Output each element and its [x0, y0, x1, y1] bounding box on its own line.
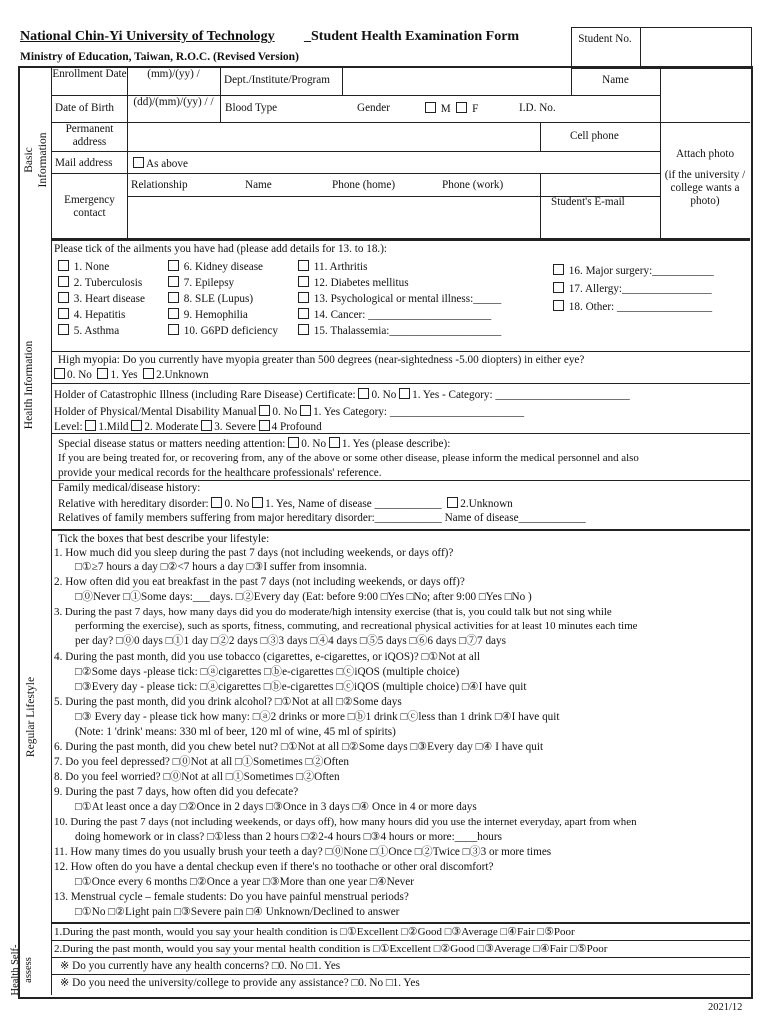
lifestyle-line-12[interactable]: □③ Every day - please tick how many: □ⓐ2 drinks or more □ⓑ1 drink □ⓒless than 1 drink □④I have quit: [75, 711, 560, 723]
family-members[interactable]: Relatives of family members suffering from major hereditary disorder:____________ Name of disease____________: [58, 512, 586, 524]
lifestyle-line-25[interactable]: □①No □②Light pain □③Severe pain □④ Unknown/Declined to answer: [75, 906, 400, 918]
ailments-intro: Please tick of the ailments you have had (please add details for 13. to 18.):: [54, 243, 388, 255]
gender-m-checkbox[interactable]: [425, 102, 436, 113]
ailment-11[interactable]: 11. Arthritis: [298, 260, 367, 274]
lifestyle-line-8[interactable]: 4. During the past month, did you use tobacco (cigarettes, e-cigarettes, or iQOS)? □①Not at all: [54, 651, 480, 663]
lifestyle-line-19: 10. During the past 7 days (not including weekends, or days off), how many hours did you use the internet everyday, apart from when: [54, 816, 637, 828]
relationship-col: Relationship: [131, 179, 188, 191]
self-assess-q4[interactable]: ※ Do you need the university/college to provide any assistance? □0. No □1. Yes: [60, 977, 420, 989]
gender-f-checkbox[interactable]: [456, 102, 467, 113]
special-disease[interactable]: Special disease status or matters needing attention: 0. No 1. Yes (please describe):: [58, 438, 451, 450]
lifestyle-line-21[interactable]: 11. How many times do you usually brush your teeth a day? □⓪None □①Once □②Twice □③3 or more times: [54, 846, 552, 858]
disability-manual[interactable]: Holder of Physical/Mental Disability Manual 0. No 1. Yes Category: ________________________: [54, 406, 525, 418]
as-above-checkbox[interactable]: [133, 157, 144, 168]
lifestyle-line-5: 3. During the past 7 days, how many days did you do moderate/high intensity exercise (that is, you could talk but not sing while: [54, 606, 612, 618]
phone-home-col: Phone (home): [332, 179, 396, 191]
ailment-2[interactable]: 2. Tuberculosis: [58, 276, 142, 290]
gender-options[interactable]: M F: [425, 102, 478, 116]
section-self-assess: Health Self-assess: [10, 944, 34, 996]
lifestyle-line-23[interactable]: □①Once every 6 months □②Once a year □③More than one year □④Never: [75, 876, 414, 888]
name-field[interactable]: [660, 67, 749, 95]
emergency-contact-label: Emergency contact: [64, 194, 115, 219]
special-note-2: provide your medical records for the healthcare professionals' reference.: [58, 467, 382, 479]
lifestyle-line-16[interactable]: 8. Do you feel worried? □⓪Not at all □①Sometimes □②Often: [54, 771, 340, 783]
gender-label: Gender: [357, 102, 390, 114]
enrollment-date-field[interactable]: (mm)/(yy) /: [147, 68, 200, 80]
lifestyle-line-17: 9. During the past 7 days, how often did you defecate?: [54, 786, 299, 798]
lifestyle-line-15[interactable]: 7. Do you feel depressed? □⓪Not at all □①Sometimes □②Often: [54, 756, 349, 768]
self-assess-q3[interactable]: ※ Do you currently have any health concerns? □0. No □1. Yes: [60, 960, 341, 972]
disability-level[interactable]: Level: 1.Mild 2. Moderate 3. Severe 4 Profound: [54, 421, 322, 433]
blood-type-label: Blood Type: [225, 102, 278, 114]
lifestyle-line-14[interactable]: 6. During the past month, did you chew betel nut? □①Not at all □②Some days □③Every day □④ I have quit: [54, 741, 544, 753]
phone-work-col: Phone (work): [442, 179, 504, 191]
self-assess-q1[interactable]: 1.During the past month, would you say your health condition is □①Excellent □②Good □③Average □④Fair □⑤Poor: [54, 926, 575, 938]
section-lifestyle: Regular Lifestyle: [25, 676, 37, 758]
id-no-label: I.D. No.: [519, 102, 556, 114]
ailment-15[interactable]: 15. Thalassemia:____________________: [298, 324, 501, 338]
ailment-10[interactable]: 10. G6PD deficiency: [168, 324, 293, 338]
ailment-4[interactable]: 4. Hepatitis: [58, 308, 125, 322]
photo-note: (if the university / college wants a photo): [664, 169, 746, 207]
student-no-label: Student No.: [578, 33, 632, 45]
name-label: Name: [602, 74, 629, 86]
lifestyle-line-24: 13. Menstrual cycle – female students: Do you have painful menstrual periods?: [54, 891, 409, 903]
dept-field[interactable]: [342, 67, 571, 95]
student-email-label: Student's E-mail: [551, 196, 625, 208]
ailment-7[interactable]: 7. Epilepsy: [168, 276, 234, 290]
section-health: Health Information: [23, 340, 35, 430]
lifestyle-line-22: 12. How often do you have a dental checkup even if there's no toothache or other oral discomfort?: [54, 861, 494, 873]
myopia-question: High myopia: Do you currently have myopia greater than 500 degrees (near-sightedness -5.00 diopters) in either eye?: [58, 354, 585, 366]
cell-phone-label: Cell phone: [570, 130, 619, 142]
dept-label: Dept./Institute/Program: [224, 74, 330, 86]
form-title: _Student Health Examination Form: [304, 29, 520, 44]
lifestyle-line-7[interactable]: per day? □⓪0 days □①1 day □②2 days □③3 days □④4 days □⑤5 days □⑥6 days □⑦7 days: [75, 635, 506, 647]
lifestyle-line-9[interactable]: □②Some days -please tick: □ⓐcigarettes □ⓑe-cigarettes □ⓒiQOS (multiple choice): [75, 666, 460, 678]
ailment-6[interactable]: 6. Kidney disease: [168, 260, 263, 274]
ailment-3[interactable]: 3. Heart disease: [58, 292, 145, 306]
catastrophic-illness[interactable]: Holder of Catastrophic Illness (including Rare Disease) Certificate: 0. No 1. Yes - Category: ________________________: [54, 389, 630, 401]
ministry-line: Ministry of Education, Taiwan, R.O.C. (Revised Version): [20, 51, 299, 63]
lifestyle-line-13: (Note: 1 'drink' means: 330 ml of beer, 120 ml of wine, 45 ml of spirits): [75, 726, 396, 738]
family-history-label: Family medical/disease history:: [58, 482, 201, 494]
lifestyle-line-2[interactable]: □①≥7 hours a day □②<7 hours a day □③I suffer from insomnia.: [75, 561, 367, 573]
lifestyle-line-4[interactable]: □⓪Never □①Some days:___days. □②Every day (Eat: before 9:00 □Yes □No; after 9:00 □Yes □No ): [75, 591, 532, 603]
ailment-12[interactable]: 12. Diabetes mellitus: [298, 276, 409, 290]
ailment-18[interactable]: 18. Other: _________________: [553, 300, 712, 314]
ailment-5[interactable]: 5. Asthma: [58, 324, 119, 338]
ailment-16[interactable]: 16. Major surgery:___________: [553, 264, 714, 278]
ailment-17[interactable]: 17. Allergy:________________: [553, 282, 712, 296]
self-assess-q2[interactable]: 2.During the past month, would you say your mental health condition is □①Excellent □②Good □③Average □④Fair □⑤Poor: [54, 943, 608, 955]
ailment-9[interactable]: 9. Hemophilia: [168, 308, 248, 322]
ailment-14[interactable]: 14. Cancer: ______________________: [298, 308, 491, 322]
dob-field[interactable]: (dd)/(mm)/(yy) / /: [133, 96, 214, 108]
lifestyle-line-6: performing the exercise), such as sports, fitness, commuting, and recreational physical activities for at least 10 minutes each time: [75, 620, 638, 632]
university-name: National Chin-Yi University of Technology: [20, 29, 275, 44]
dob-label: Date of Birth: [55, 102, 115, 114]
ailment-1[interactable]: 1. None: [58, 260, 109, 274]
ailment-8[interactable]: 8. SLE (Lupus): [168, 292, 253, 306]
lifestyle-intro: Tick the boxes that best describe your lifestyle:: [58, 533, 270, 545]
permanent-address-field[interactable]: [128, 123, 539, 150]
enrollment-date-label: Enrollment Date: [52, 68, 127, 80]
special-note-1: If you are being treated for, or recovering from, any of the above or some other disease, please inform the medical personnel and also: [58, 452, 639, 464]
myopia-options[interactable]: 0. No 1. Yes 2.Unknown: [54, 368, 209, 382]
lifestyle-line-10[interactable]: □③Every day - please tick: □ⓐcigarettes □ⓑe-cigarettes □ⓒiQOS (multiple choice) □④I have quit: [75, 681, 527, 693]
lifestyle-line-3: 2. How often did you eat breakfast in the past 7 days (not including weekends, or days off)?: [54, 576, 465, 588]
permanent-address-label: Permanent address: [65, 123, 114, 148]
student-no-field[interactable]: [639, 27, 752, 69]
family-relative[interactable]: Relative with hereditary disorder: 0. No 1. Yes, Name of disease ____________ 2.Unknown: [58, 498, 513, 510]
section-basic: Basic Information: [23, 132, 49, 188]
footer-date: 2021/12: [708, 1002, 743, 1013]
lifestyle-line-20[interactable]: doing homework or in class? □①less than 2 hours □②2-4 hours □③4 hours or more:____hours: [75, 831, 502, 843]
name-col: Name: [245, 179, 272, 191]
ailment-13[interactable]: 13. Psychological or mental illness:_____: [298, 292, 501, 306]
lifestyle-line-11[interactable]: 5. During the past month, did you drink alcohol? □①Not at all □②Some days: [54, 696, 402, 708]
lifestyle-line-1: 1. How much did you sleep during the past 7 days (not including weekends, or days off)?: [54, 547, 454, 559]
lifestyle-line-18[interactable]: □①At least once a day □②Once in 2 days □③Once in 3 days □④ Once in 4 or more days: [75, 801, 477, 813]
as-above-option[interactable]: As above: [133, 157, 188, 171]
mail-address-label: Mail address: [55, 157, 113, 169]
attach-photo-label: Attach photo: [675, 148, 735, 160]
